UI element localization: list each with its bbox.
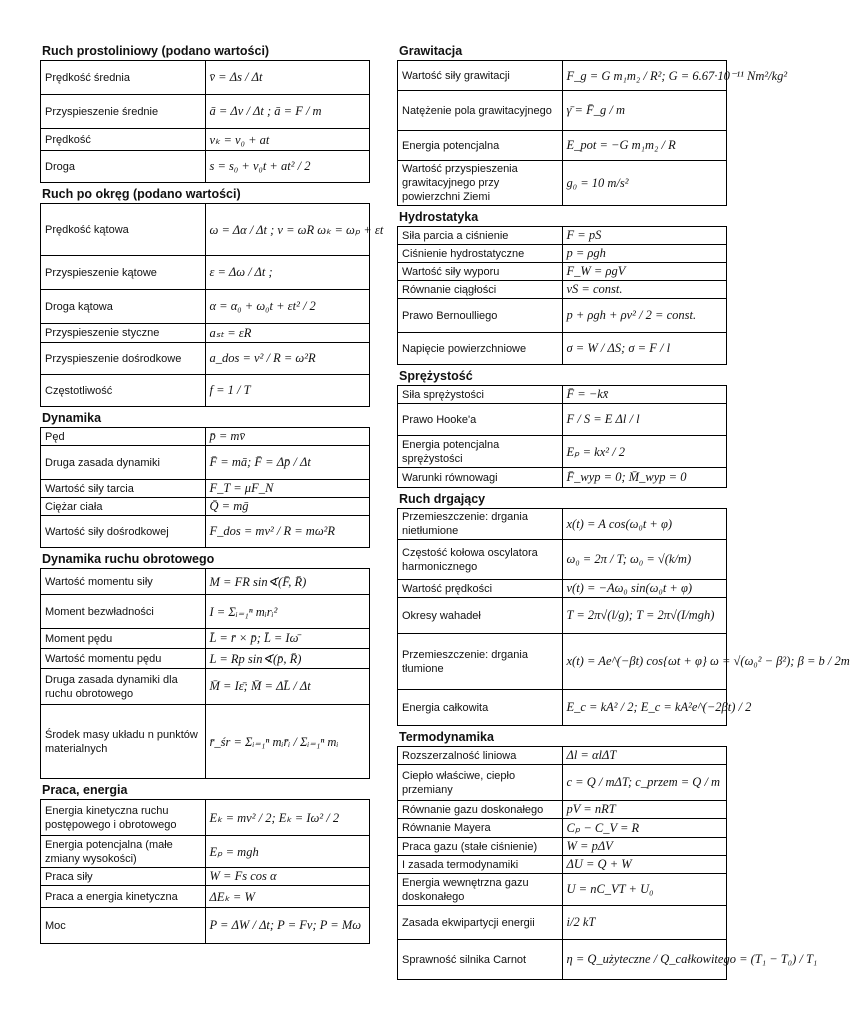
formula-expression: W = Fs cos α [205,868,370,886]
quantity-label: Energia całkowita [398,690,563,726]
formula-row [398,838,727,856]
formula-expression: Cₚ − C_V = R [562,819,727,838]
quantity-label: Moc [41,908,206,944]
formula-row [41,629,370,649]
formula-expression: f = 1 / T [205,375,370,407]
quantity-label: Praca siły [41,868,206,886]
formula-row [41,204,370,256]
formula-row [398,940,727,980]
quantity-label: Wartość momentu pędu [41,649,206,669]
section-title-ruch-po-okreg-podano-wartosci: Ruch po okręg (podano wartości) [42,187,241,201]
formula-row [41,480,370,498]
quantity-label: Druga zasada dynamiki [41,446,206,480]
formula-expression: L = Rp sin∢(p̄, R̄) [205,649,370,669]
formula-expression: v̄ = Δs / Δt [205,61,370,95]
formula-expression: ΔU = Q + W [562,856,727,874]
quantity-label: Przyspieszenie kątowe [41,256,206,290]
quantity-label: Wartość siły grawitacji [398,61,563,91]
formula-expression: γ̄ = F̄_g / m [562,91,727,131]
section-title-hydrostatyka: Hydrostatyka [399,210,479,224]
formula-expression: F_W = ρgV [562,263,727,281]
formula-row [398,801,727,819]
formula-expression: Δl = αlΔT [562,747,727,765]
quantity-label: Droga kątowa [41,290,206,324]
formula-expression: p + ρgh + ρv² / 2 = const. [562,299,727,333]
formula-expression: W = pΔV [562,838,727,856]
formula-row [41,649,370,669]
quantity-label: Siła sprężystości [398,386,563,404]
formula-expression: vS = const. [562,281,727,299]
quantity-label: Moment pędu [41,629,206,649]
quantity-label: Częstotliwość [41,375,206,407]
quantity-label: Ciepło właściwe, ciepło przemiany [398,765,563,801]
formula-expression: ω₀ = 2π / T; ω₀ = √(k/m) [562,540,727,580]
quantity-label: Ciśnienie hydrostatyczne [398,245,563,263]
formula-table-sprezystosc [397,385,727,488]
formula-expression: E_pot = −G m₁m₂ / R [562,131,727,161]
formula-row [41,669,370,705]
section-title-dynamika-ruchu-obrotowego: Dynamika ruchu obrotowego [42,552,215,566]
formula-row [41,256,370,290]
formula-expression: T = 2π√(l/g); T = 2π√(I/mgh) [562,598,727,634]
quantity-label: Praca gazu (stałe ciśnienie) [398,838,563,856]
formula-row [398,61,727,91]
quantity-label: Warunki równowagi [398,468,563,488]
formula-expression: s = s₀ + v₀t + at² / 2 [205,151,370,183]
quantity-label: Przyspieszenie średnie [41,95,206,129]
quantity-label: Prędkość [41,129,206,151]
formula-row [398,856,727,874]
quantity-label: Przyspieszenie styczne [41,324,206,343]
formula-expression: F̄ = −kx̄ [562,386,727,404]
quantity-label: Napięcie powierzchniowe [398,333,563,365]
formula-expression: a_dos = v² / R = ω²R [205,343,370,375]
formula-row [41,95,370,129]
formula-row [41,595,370,629]
formula-expression: P = ΔW / Δt; P = Fv; P = Mω [205,908,370,944]
quantity-label: Okresy wahadeł [398,598,563,634]
quantity-label: Prędkość kątowa [41,204,206,256]
formula-table-dynamika [40,427,370,548]
formula-expression: M̄ = Iε̄; M̄ = ΔL̄ / Δt [205,669,370,705]
formula-expression: F / S = E Δl / l [562,404,727,436]
formula-row [398,690,727,726]
formula-expression: F̄ = mā; F̄ = Δp̄ / Δt [205,446,370,480]
formula-row [41,428,370,446]
quantity-label: Zasada ekwipartycji energii [398,906,563,940]
quantity-label: Druga zasada dynamiki dla ruchu obrotowego [41,669,206,705]
formula-table-ruch-drgajacy [397,508,850,726]
formula-expression: aₛₜ = εR [205,324,370,343]
formula-row [398,299,727,333]
formula-row [398,819,727,838]
quantity-label: Wartość momentu siły [41,569,206,595]
quantity-label: Rozszerzalność liniowa [398,747,563,765]
formula-row [41,836,370,868]
quantity-label: Równanie Mayera [398,819,563,838]
formula-row [41,705,370,779]
formula-row [398,436,727,468]
quantity-label: Energia wewnętrzna gazu doskonałego [398,874,563,906]
formula-expression: p̄ = mv̄ [205,428,370,446]
formula-expression: L̄ = r̄ × p̄; L̄ = Iω̄ [205,629,370,649]
quantity-label: Wartość prędkości [398,580,563,598]
formula-expression: c = Q / mΔT; c_przem = Q / m [562,765,727,801]
formula-expression: F̄_wyp = 0; M̄_wyp = 0 [562,468,727,488]
formula-expression: U = nC_VT + U₀ [562,874,727,906]
formula-table-hydrostatyka [397,226,727,365]
formula-table-praca-energia [40,799,370,944]
quantity-label: Moment bezwładności [41,595,206,629]
formula-row [41,375,370,407]
formula-expression: g₀ = 10 m/s² [562,161,727,206]
right-column [397,40,850,980]
quantity-label: Przyspieszenie dośrodkowe [41,343,206,375]
formula-row [398,468,727,488]
formula-row [398,580,727,598]
quantity-label: Równanie ciągłości [398,281,563,299]
formula-expression: Q̄ = mḡ [205,498,370,516]
formula-expression: r̄_śr = Σᵢ₌₁ⁿ mᵢr̄ᵢ / Σᵢ₌₁ⁿ mᵢ [205,705,370,779]
quantity-label: Siła parcia a ciśnienie [398,227,563,245]
formula-expression: I = Σᵢ₌₁ⁿ mᵢrᵢ² [205,595,370,629]
formula-row [41,886,370,908]
formula-row [398,765,727,801]
quantity-label: Wartość siły wyporu [398,263,563,281]
formula-row [41,151,370,183]
quantity-label: Energia kinetyczna ruchu postępowego i obrotowego [41,800,206,836]
formula-table-ruch-prostoliniowy-podano-wartosci [40,60,370,183]
formula-expression: Eₚ = kx² / 2 [562,436,727,468]
formula-expression: α = α₀ + ω₀t + εt² / 2 [205,290,370,324]
formula-table-ruch-po-okreg-podano-wartosci [40,203,384,407]
formula-row [398,386,727,404]
left-column [40,40,384,944]
formula-row [41,908,370,944]
formula-row [41,446,370,480]
formula-row [398,281,727,299]
formula-row [398,906,727,940]
formula-row [398,747,727,765]
section-title-dynamika: Dynamika [42,411,102,425]
quantity-label: Prędkość średnia [41,61,206,95]
formula-expression: pV = nRT [562,801,727,819]
quantity-label: Wartość przyspieszenia grawitacyjnego przy powierzchni Ziemi [398,161,563,206]
formula-expression: x(t) = Ae^(−βt) cos{ωt + φ} ω = √(ω₀² − β²); β = b / 2m [562,634,727,690]
quantity-label: Sprawność silnika Carnot [398,940,563,980]
quantity-label: Wartość siły dośrodkowej [41,516,206,548]
quantity-label: Prawo Hooke'a [398,404,563,436]
formula-row [398,91,727,131]
formula-expression: v(t) = −Aω₀ sin(ω₀t + φ) [562,580,727,598]
section-title-grawitacja: Grawitacja [399,44,463,58]
formula-row [41,343,370,375]
formula-expression: F_g = G m₁m₂ / R²; G = 6.67·10⁻¹¹ Nm²/kg² [562,61,727,91]
quantity-label: Pęd [41,428,206,446]
section-title-termodynamika: Termodynamika [399,730,494,744]
formula-expression: ε = Δω / Δt ; [205,256,370,290]
formula-table-dynamika-ruchu-obrotowego [40,568,370,779]
quantity-label: Natężenie pola grawitacyjnego [398,91,563,131]
quantity-label: Energia potencjalna [398,131,563,161]
formula-expression: η = Q_użyteczne / Q_całkowitego = (T₁ − T₀) / T₁ [562,940,727,980]
formula-row [41,516,370,548]
formula-expression: p = ρgh [562,245,727,263]
section-title-ruch-prostoliniowy-podano-wartosci: Ruch prostoliniowy (podano wartości) [42,44,270,58]
formula-row [398,227,727,245]
quantity-label: Częstość kołowa oscylatora harmonicznego [398,540,563,580]
quantity-label: Ciężar ciała [41,498,206,516]
formula-row [41,290,370,324]
formula-table-grawitacja [397,60,788,206]
formula-row [398,509,727,540]
formula-expression: F_T = μF_N [205,480,370,498]
quantity-label: Przemieszczenie: drgania tłumione [398,634,563,690]
formula-expression: Eₚ = mgh [205,836,370,868]
formula-row [41,868,370,886]
formula-row [398,540,727,580]
quantity-label: Przemieszczenie: drgania nietłumione [398,509,563,540]
formula-expression: F = pS [562,227,727,245]
formula-expression: ω = Δα / Δt ; v = ωR ωₖ = ωₚ + εt [205,204,370,256]
formula-expression: x(t) = A cos(ω₀t + φ) [562,509,727,540]
formula-row [398,598,727,634]
formula-row [398,404,727,436]
formula-expression: E_c = kA² / 2; E_c = kA²e^(−2βt) / 2 [562,690,727,726]
formula-row [41,569,370,595]
formula-expression: Eₖ = mv² / 2; Eₖ = Iω² / 2 [205,800,370,836]
formula-row [398,131,727,161]
formula-row [41,324,370,343]
formula-row [398,245,727,263]
formula-row [41,498,370,516]
formula-row [398,263,727,281]
formula-row [41,61,370,95]
quantity-label: Praca a energia kinetyczna [41,886,206,908]
section-title-sprezystosc: Sprężystość [399,369,473,383]
quantity-label: I zasada termodynamiki [398,856,563,874]
formula-row [398,634,727,690]
quantity-label: Prawo Bernoulliego [398,299,563,333]
quantity-label: Energia potencjalna (małe zmiany wysokości) [41,836,206,868]
formula-expression: M = FR sin∢(F̄, R̄) [205,569,370,595]
formula-expression: i/2 kT [562,906,727,940]
quantity-label: Energia potencjalna sprężystości [398,436,563,468]
formula-expression: σ = W / ΔS; σ = F / l [562,333,727,365]
formula-expression: ā = Δv / Δt ; ā = F / m [205,95,370,129]
formula-row [398,161,727,206]
quantity-label: Środek masy układu n punktów materialnych [41,705,206,779]
section-title-ruch-drgajacy: Ruch drgający [399,492,486,506]
formula-expression: F_dos = mv² / R = mω²R [205,516,370,548]
quantity-label: Droga [41,151,206,183]
formula-table-termodynamika [397,746,818,980]
formula-row [41,800,370,836]
section-title-praca-energia: Praca, energia [42,783,128,797]
formula-expression: vₖ = v₀ + at [205,129,370,151]
formula-row [398,874,727,906]
quantity-label: Równanie gazu doskonałego [398,801,563,819]
formula-expression: ΔEₖ = W [205,886,370,908]
formula-row [41,129,370,151]
quantity-label: Wartość siły tarcia [41,480,206,498]
formula-row [398,333,727,365]
